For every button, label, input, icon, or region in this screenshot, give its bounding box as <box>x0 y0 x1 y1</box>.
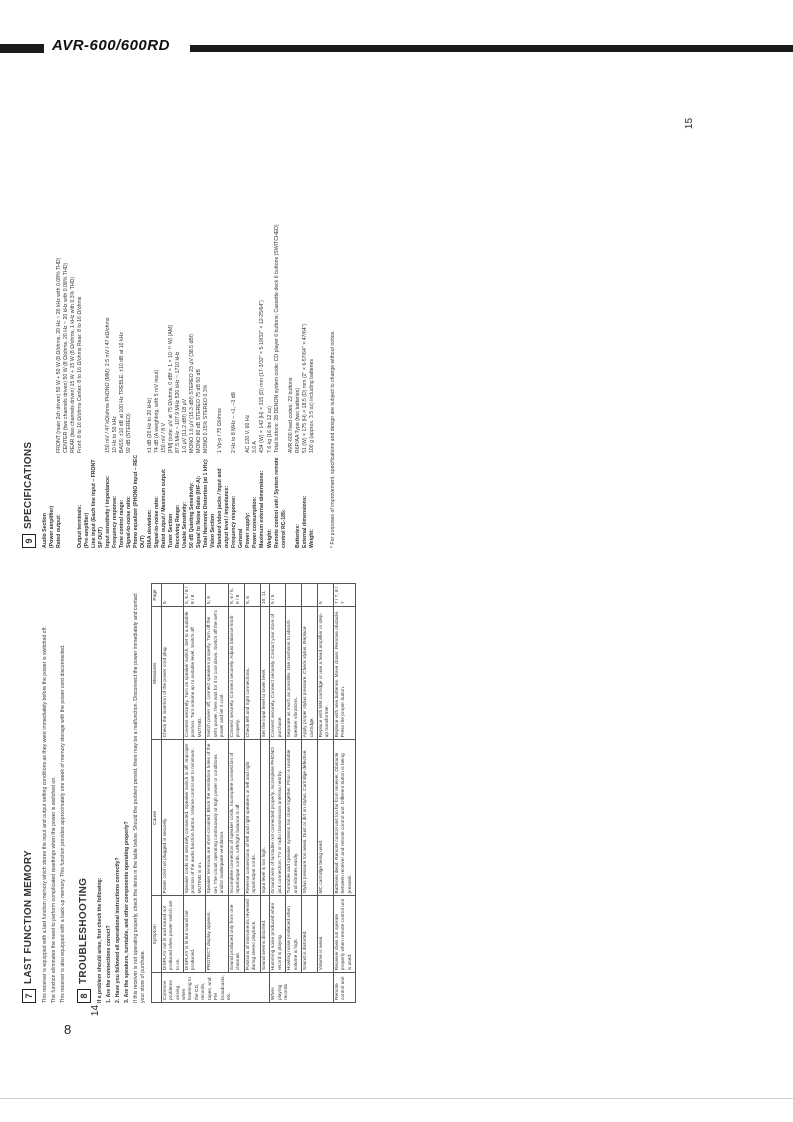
spec-label <box>288 453 295 548</box>
spec-label: Weight: <box>266 529 273 548</box>
troubleshooting-table <box>151 583 356 1003</box>
spec-value: 2 Hz to 8 MHz – +1, –3 dB <box>231 392 238 453</box>
cause-cell: Speaker terminals are short-circuited. Block the ventilation holes of the set. The circuit operating continuously at high power or conditions and/or inadequate ventilation. <box>206 740 228 896</box>
spec-row <box>245 148 252 548</box>
symptom-cell: Receiver does not operate properly when remote control unit is used. <box>333 896 355 973</box>
spec-row <box>196 148 203 548</box>
section-7-heading <box>22 583 36 1003</box>
spec-row <box>84 148 91 548</box>
spec-value: REAR (two channels driven) 15 W + 15 W (8 Ω/ohms, 1 kHz with 0.3% THD) <box>70 276 77 453</box>
spec-row <box>231 148 238 548</box>
spec-value: 51 (W) × 175 (H) × 18.5 (D) mm (2" × 6-57/64" × 47/64") <box>301 323 308 453</box>
spec-label: (Pre-amplifier) <box>84 512 91 548</box>
spec-label: Rated output: <box>56 514 63 548</box>
spec-value: R6P/AA Type (two batteries) <box>294 387 301 453</box>
measure-cell: Replace with MM cartridge or use a head amplifier or step-up transformer. <box>317 607 333 740</box>
spec-row <box>252 148 259 548</box>
table-row <box>302 584 318 1003</box>
section-number: 7 <box>22 989 36 1003</box>
table-row <box>260 584 269 1003</box>
measure-cell: Separate as much as possible. Use cushions to absorb speaker vibrations. <box>286 607 302 740</box>
spec-value <box>210 148 217 453</box>
spec-footnote: * For purposes of improvement, specifications and design are subject to change without notice. <box>329 330 336 548</box>
troubleshooting-note: If this receiver is not operating properly, check the items in the table below. Should the problem persist, there may be a malfunction. Disconnect the power immediately and contact your store of purchase. <box>133 593 147 1003</box>
spec-label: Rated output / Maximum output: <box>161 468 168 548</box>
group-header <box>152 973 161 1003</box>
spec-value: 7.6 kg (16 lbs 12 oz) <box>266 405 273 453</box>
page-cell: 5, 6 <box>244 584 260 607</box>
spec-label: Tuner Section <box>168 513 175 548</box>
spec-value: 100 g (approx. 3.5 oz) including batteries <box>308 358 315 453</box>
left-column <box>18 583 356 1003</box>
spec-row <box>70 148 77 548</box>
spec-row <box>161 148 168 548</box>
spec-label: Usable Sensitivity: <box>182 501 189 548</box>
spec-label: Input sensitivity / impedance: <box>105 475 112 548</box>
spec-label: Standard video jacks / Input and output level / impedance: <box>217 468 231 548</box>
page-number-rotated-right: 15 <box>684 117 696 130</box>
section-8-heading <box>77 583 91 1003</box>
spec-value: 1 Vp-p / 75 Ω/ohms <box>217 408 224 453</box>
troubleshooting-lead: If a problem should arise, first check the following: <box>97 877 104 1003</box>
cause-cell: Power cord not plugged in securely. <box>161 740 183 896</box>
symptom-cell: Positions of instruments reversed during stereo playback. <box>244 896 260 973</box>
symptom-cell: Sound produced only from one channel. <box>228 896 244 973</box>
spec-label: Output terminals: <box>77 504 84 548</box>
spec-row <box>42 148 49 548</box>
spec-row <box>259 148 266 548</box>
spec-row <box>288 148 295 548</box>
spec-value: 87.5 MHz ~ 107.9 MHz 520 kHz ~ 1710 kHz <box>175 351 182 453</box>
spec-value: AC 120 V, 60 Hz <box>245 414 252 453</box>
spec-row <box>189 148 196 548</box>
spec-label: Tone control range: <box>119 499 126 548</box>
spec-value <box>91 148 105 453</box>
spec-row <box>77 148 84 548</box>
column-header: Page <box>152 584 161 607</box>
spec-value: Front: 8 to 16 Ω/ohms Center: 8 to 16 Ω/ohms Rear: 8 to 16 Ω/ohms <box>77 296 84 453</box>
spec-row <box>147 148 154 548</box>
spec-label: Weight: <box>308 529 315 548</box>
cause-cell: Batteries dead. Remote control unit too far from receiver. Obstacle between receiver and remote control unit. Different button is being pressed. <box>333 740 355 896</box>
footer-rule <box>0 1098 793 1099</box>
spec-label: Remote control unit / System remote control RC-185: <box>273 457 287 548</box>
check-item: 2. Have you followed all operational instructions correctly? <box>115 857 122 1003</box>
table-row <box>184 584 206 1003</box>
measure-cell: Check left and right connections. <box>244 607 260 740</box>
spec-row <box>126 148 133 548</box>
spec-label: Line input (Each line input – FRONT SP OUT) <box>91 459 105 548</box>
spec-value <box>49 148 56 453</box>
measure-cell: Check the insertion of the power cord plug. <box>161 607 183 740</box>
cause-cell: Input level is too high. <box>260 740 269 896</box>
page-number-rotated-left: 14 <box>90 1004 102 1017</box>
cause-cell: Turntable and speaker systems too close together. Floor is unstable and vibrates easily. <box>286 740 302 896</box>
spec-value: 150 mV / 8 V <box>161 423 168 453</box>
measure-cell: Replace with new batteries. Move closer. Remove obstacle. Press the proper button. <box>333 607 355 740</box>
section-number: 9 <box>22 534 36 548</box>
spec-value <box>84 148 91 453</box>
table-row <box>228 584 244 1003</box>
section-title: TROUBLESHOOTING <box>78 877 90 984</box>
spec-value: 10 Hz to 50 kHz <box>112 416 119 453</box>
spec-value: Total buttons: 28 DENON system code: CD player 6 buttons; Cassette deck 6 buttons (SWITCHED) <box>273 224 280 453</box>
page-cell: 5 <box>161 584 183 607</box>
table-header-row <box>152 584 161 1003</box>
spec-label: Phono equalizer (PHONO input – REC OUT) <box>133 454 147 548</box>
spec-label: Frequency response: <box>112 495 119 548</box>
spec-row <box>274 148 288 548</box>
symptom-cell: DISPLAY not lit and sound not produced when power switch set to on. <box>161 896 183 973</box>
section-9-heading <box>22 148 36 548</box>
measure-cell: Connect securely. Connect securely. Adjust balance knob properly. <box>228 607 244 740</box>
spec-label: General <box>238 528 245 548</box>
spec-row <box>56 148 63 548</box>
spec-row <box>91 148 105 548</box>
spec-label <box>63 453 70 548</box>
symptom-cell: Humming noise produced when record is playing. <box>270 896 286 973</box>
symptom-cell: Volume is weak. <box>317 896 333 973</box>
spec-label: (Power amplifier) <box>49 505 56 548</box>
group-label: When playing records <box>270 973 334 1003</box>
spec-row <box>309 148 316 548</box>
group-label: Remote control unit <box>333 973 355 1003</box>
spec-value: ±1 dB (20 Hz to 20 kHz) <box>147 397 154 453</box>
spec-row <box>175 148 182 548</box>
table-row <box>286 584 302 1003</box>
spec-value: CENTER (two channels driven) 50 W (8 Ω/ohms, 20 Hz ~ 20 kHz with 0.08% THD) <box>63 262 70 453</box>
cause-cell: Stylus pressure too weak. Dust or dirt on stylus. Cartridge defective. <box>302 740 318 896</box>
page-number-left: 8 <box>64 1022 72 1037</box>
symptom-cell: DISPLAY is lit but sound not produced. <box>184 896 206 973</box>
spec-row <box>302 148 309 548</box>
spec-label: Power consumption: <box>252 496 259 548</box>
table-row <box>206 584 228 1003</box>
page-cell: 5 <box>317 584 333 607</box>
spec-value: 3.0 A <box>252 441 259 453</box>
symptom-cell: Sound is distorted. <box>302 896 318 973</box>
cause-cell: Ground wire of turntable not connected properly. Incomplete PHONO jack connection. TV or radio transmission antenna nearby. <box>270 740 286 896</box>
measure-cell: Set the input level to lower level. <box>260 607 269 740</box>
spec-value: 92 dB (STEREO) <box>126 413 133 453</box>
page-cell: 5 / 5 <box>270 584 286 607</box>
spec-row <box>112 148 119 548</box>
spec-label: 50 dB Quieting Sensitivity: <box>189 482 196 548</box>
symptom-cell: Sound seems distorted. <box>260 896 269 973</box>
spec-value: 434 (W) × 142 (H) × 315 (D) mm (17-3/32" × 5-19/32" × 12-25/64") <box>259 300 266 453</box>
memory-item: The function eliminates the need to perform complicated resettings when the power is switched on. <box>51 776 58 1003</box>
spec-row <box>154 148 161 548</box>
table-row <box>270 584 286 1003</box>
header-bar-right <box>190 45 793 52</box>
table-row <box>244 584 260 1003</box>
measure-cell: Connect securely. Connect securely. Contact your store of purchase. <box>270 607 286 740</box>
spec-row <box>63 148 70 548</box>
measure-cell: Connect securely. Turn on speaker switch. Set to a suitable position. Turn volume up to suitable level. Switch off MUTING. <box>184 607 206 740</box>
spec-label: Receiving Range: <box>175 504 182 548</box>
spec-label <box>70 453 77 548</box>
spec-row <box>182 148 189 548</box>
spec-row <box>133 148 147 548</box>
spec-value: AVR-600 fixed codes: 22 buttons <box>287 377 294 453</box>
page-cell: 5, 6 / 8 / 8 / 8 <box>184 584 206 607</box>
memory-item: This receiver is also equipped with a back-up memory. This function provides approximately one week of memory storage with the power cord disconnected. <box>60 644 67 1003</box>
spec-row <box>168 148 175 548</box>
spec-label: Batteries: <box>294 524 301 548</box>
spec-label: RIAA deviation: <box>147 509 154 548</box>
spec-label: Video Section <box>210 513 217 548</box>
spec-label: Maximum external dimensions: <box>259 470 266 548</box>
spec-label: Signal-to-noise ratio: <box>126 496 133 548</box>
table-row <box>317 584 333 1003</box>
spec-value: 1.0 μV (11.2 dBf) 18 μV <box>182 398 189 453</box>
column-header: Measures <box>152 607 161 740</box>
check-item: 1. Are the connections correct? <box>106 925 113 1003</box>
spec-label: External dimensions: <box>301 495 308 548</box>
spec-row <box>203 148 210 548</box>
column-header: Cause <box>152 740 161 896</box>
cause-cell: MC cartridge being used. <box>317 740 333 896</box>
spec-label: Signal to Noise Ratio (IHF-A): <box>196 475 203 548</box>
spec-label: Frequency response: <box>231 495 238 548</box>
rotated-content <box>18 143 538 1003</box>
header-title: AVR-600/600RD <box>52 37 170 54</box>
spec-row <box>49 148 56 548</box>
symptom-cell: Howling noise produced when volume is high. <box>286 896 302 973</box>
measure-cell: Apply proper stylus pressure. Check stylus. Replace cartridge. <box>302 607 318 740</box>
cause-cell: Speaker cords not securely connected. Speaker switch is off. Improper position of the audio function button. Volume control set to minimum. MUTING is on. <box>184 740 206 896</box>
spec-row <box>267 148 274 548</box>
group-label: Common problems arising when listening to the CD, records, tapes, and FM broadcasts, etc. <box>161 973 270 1003</box>
spec-row <box>295 148 302 548</box>
section-number: 8 <box>77 989 91 1003</box>
spec-value: MONO 1.6 μV (15.3 dBf) STEREO 23 μV (38.5 dBf) <box>189 334 196 453</box>
memory-item: This receiver is equipped with a last function memory which stores the input and output setting conditions as they were immediately before the power is switched off. <box>42 626 48 1003</box>
spec-value: MONO 80 dB STEREO 75 dB 50 dB <box>196 369 203 453</box>
check-item: 3. Are the speakers, turntable, and other components operating properly? <box>124 821 131 1003</box>
spec-label: Power supply: <box>245 512 252 548</box>
cause-cell: Incomplete connection of speaker cords. Incomplete connection of input/output cords. Left/right balance is off. <box>228 740 244 896</box>
table-row <box>333 584 355 1003</box>
column-header: Symptom <box>152 896 161 973</box>
header-bar-left <box>0 44 44 53</box>
measure-cell: Switch power off, connect speakers properly. Turn off the set's power, then wait for it to cool down. Switch off the set's power and let it cool. <box>206 607 228 740</box>
spec-value <box>42 148 49 453</box>
spec-value <box>238 148 245 453</box>
spec-label: Signal-to-noise ratio: <box>154 496 161 548</box>
table-row <box>161 584 183 1003</box>
spec-value: [FM] (note: μV at 75 Ω/ohms, 0 dBf = 1 × 10⁻¹⁵ W) [AM] <box>168 325 175 453</box>
spec-label: Total Harmonic Distortion (at 1 kHz): <box>203 458 210 548</box>
right-column <box>18 148 339 548</box>
table-body <box>161 584 356 1003</box>
spec-row <box>119 148 126 548</box>
spec-value <box>133 148 147 453</box>
spec-value: BASS: ±10 dB at 100 Hz TREBLE: ±10 dB at 10 kHz <box>119 332 126 453</box>
spec-value: 150 mV / 47 kΩ/ohms PHONO (MM): 2.5 mV / 47 kΩ/ohms <box>105 317 112 453</box>
page-cell: 5, 6 / 5, 6 / 8 <box>228 584 244 607</box>
symptom-cell: PROTECT display appears. <box>206 896 228 973</box>
spec-list <box>42 148 316 548</box>
spec-label: Audio Section <box>42 513 48 548</box>
spec-value: 74 dB (A weighting, with 5 mV input) <box>154 369 161 453</box>
page-cell <box>302 584 318 607</box>
spec-value: MONO 0.15% STEREO 0.3% <box>203 384 210 453</box>
page-cell: 10, 11 <box>260 584 269 607</box>
section-title: SPECIFICATIONS <box>23 441 35 529</box>
spec-value: FRONT (main 2ch driven) 50 W + 50 W (8 Ω/ohms, 20 Hz ~ 20 kHz with 0.08% THD) <box>56 257 63 453</box>
page-cell: 5, 6 <box>206 584 228 607</box>
page-cell: 7 / 7, 8 / 7 <box>333 584 355 607</box>
spec-row <box>217 148 231 548</box>
spec-row <box>238 148 245 548</box>
spec-row <box>105 148 112 548</box>
page-cell <box>286 584 302 607</box>
spec-row <box>210 148 217 548</box>
cause-cell: Reverse connections of left and right speakers or left and right input/output cords. <box>244 740 260 896</box>
section-title: LAST FUNCTION MEMORY <box>23 850 35 984</box>
